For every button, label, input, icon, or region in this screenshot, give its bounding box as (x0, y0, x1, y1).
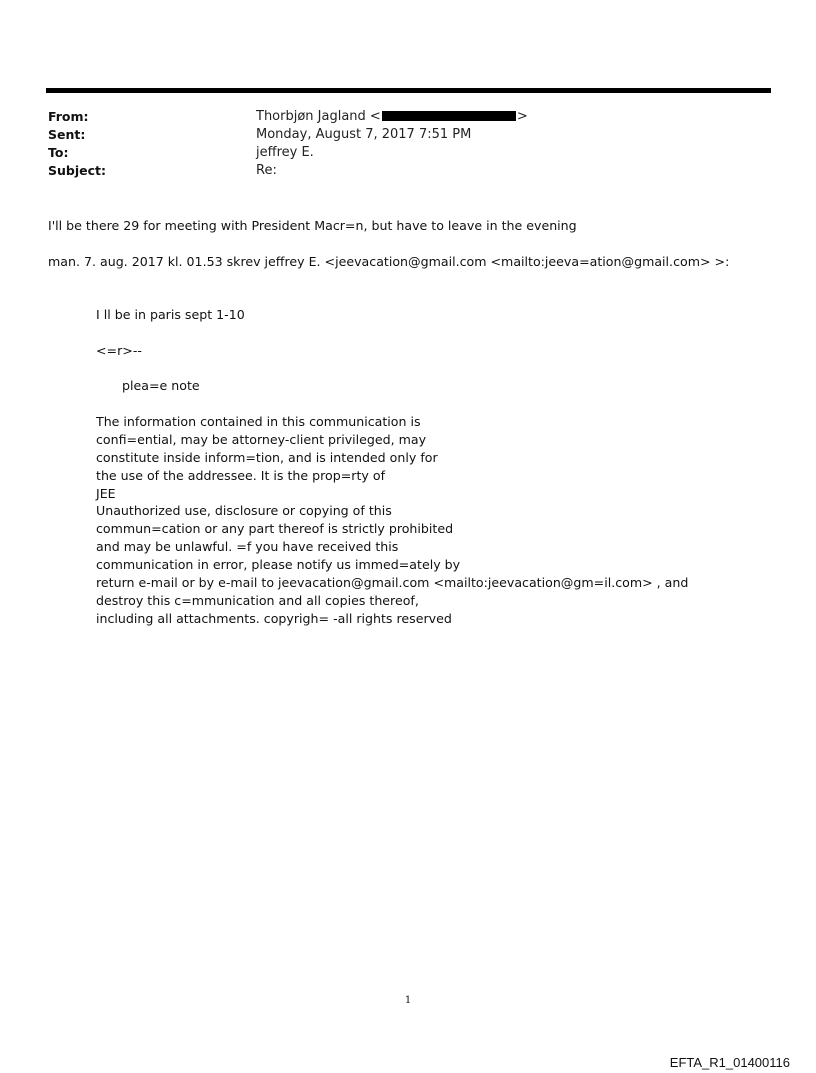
from-close: > (516, 109, 528, 124)
sent-label: Sent: (48, 127, 86, 142)
header-rule (46, 88, 771, 93)
redaction-bar (382, 111, 516, 121)
disclaimer-line: communication in error, please notify us immed=ately by (96, 557, 461, 573)
disclaimer-line: Unauthorized use, disclosure or copying of this (96, 503, 392, 519)
disclaimer-line: commun=cation or any part thereof is strictly prohibited (96, 521, 454, 537)
page-number: 1 (404, 995, 412, 1006)
confidentiality-disclaimer (96, 413, 696, 628)
disclaimer-line: the use of the addressee. It is the prop=rty of (96, 467, 386, 483)
disclaimer-line: JEE (96, 485, 116, 501)
subject-label: Subject: (48, 163, 106, 178)
reply-line: I'll be there 29 for meeting with President Macr=n, but have to leave in the evening (48, 218, 577, 233)
disclaimer-line: including all attachments. copyrigh= -all rights reserved (96, 610, 452, 626)
bates-number: EFTA_R1_01400116 (669, 1055, 790, 1070)
disclaimer-line: The information contained in this communication is (96, 414, 421, 429)
to-value: jeffrey E. (256, 145, 314, 160)
quoted-message: I ll be in paris sept 1-10 (96, 307, 245, 322)
disclaimer-line: constitute inside inform=tion, and is intended only for (96, 449, 438, 465)
disclaimer-line: confi=ential, may be attorney-client privileged, may (96, 431, 427, 447)
from-value (256, 108, 528, 126)
from-label: From: (48, 109, 89, 124)
quote-header: man. 7. aug. 2017 kl. 01.53 skrev jeffrey E. <jeevacation@gmail.com <mailto:jeeva=ation@gmail.com> >: (48, 254, 730, 269)
from-name: Thorbjøn Jagland < (256, 109, 381, 124)
subject-value: Re: (256, 163, 277, 178)
disclaimer-line: return e-mail or by e-mail to jeevacation@gmail.com <mailto:jeevacation@gm=il.com> , and (96, 575, 689, 591)
disclaimer-line: and may be unlawful. =f you have received this (96, 539, 399, 555)
sent-value: Monday, August 7, 2017 7:51 PM (256, 127, 472, 142)
please-note: plea=e note (122, 378, 200, 393)
to-label: To: (48, 145, 69, 160)
disclaimer-line: destroy this c=mmunication and all copies thereof, (96, 592, 419, 608)
signature-marker: <=r>-- (96, 343, 142, 358)
